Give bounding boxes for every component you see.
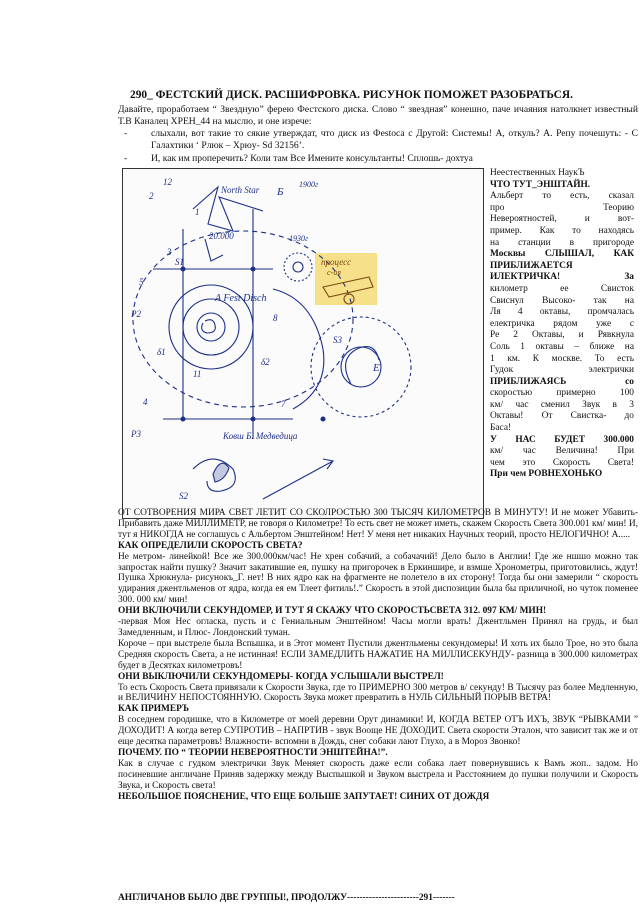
side-column xyxy=(490,168,634,481)
fig-label-north-star: North Star xyxy=(221,185,260,195)
page-title: 290_ ФЕСТСКИЙ ДИСК. РАСШИФРОВКА. РИСУНОК ПОМОЖЕТ РАЗОБРАТЬСЯ. xyxy=(130,89,573,101)
fig-num-8: 8 xyxy=(273,313,278,323)
fig-d1: δ1 xyxy=(157,347,166,357)
side-column-line: Москвы СЛЫШАЛ, КАК xyxy=(490,249,634,260)
fig-p2: P2 xyxy=(131,309,141,319)
fig-label-process2: с-ия xyxy=(327,268,341,277)
fig-num-1: 1 xyxy=(195,207,200,217)
side-column-line: пример. Как то находясь xyxy=(490,225,634,236)
page-footer: АНГЛИЧАНОВ БЫЛО ДВЕ ГРУППЫ!, ПРОДОЛЖУ-----------------------291------- xyxy=(118,893,455,903)
fig-p3: P3 xyxy=(131,429,141,439)
side-column-line: Баса! xyxy=(490,423,512,434)
body-paragraph: Как в случае с гудком электрички Звук Меняет скорость даже если собака лает повернувшись к Вамъ жоп.. задом. Но посиневшие англичане Приняв задержку между Выспышкой и Звуком выстрела и Расстоянием до пушки получили и Скорость Звука, и Скорость света! xyxy=(118,758,638,791)
side-column-line: Невероятностей, и вот- xyxy=(490,214,634,225)
fig-num-7: 7 xyxy=(281,399,286,409)
fig-num-12: 12 xyxy=(163,177,172,187)
bullet-item xyxy=(118,128,638,152)
side-column-line: Гудок электрички xyxy=(490,365,634,376)
fig-num-3: 3 xyxy=(167,247,172,257)
body-paragraph: То есть Скорость Света привязали к Скорости Звука, где то ПРИМЕРНО 300 метров в/ секунду! В Тысячу раз более Медленную, и ВЕЛИЧИНУ НЕПОСТОЯННУЮ. Скорость Звука может превратить в НУЛЬ СИЛЬНЫЙ ПОРЫВ ВЕТРА! xyxy=(118,682,638,704)
body-paragraph: Не метром- линейкой! Все же 300.000км/час! Не хрен собачий, а собачачий! Дело было в Англии! Где же ншшо можно так запростак найти пушку? Значит закатившие ея, пушку на пригорочек в Еркиншире, и взмше Хронометры, приготовились, ждут! Пушка Хрюкнула- рисунокъ_Г. нет! В них ядро как на фрагменте не полетело в их сторону! Тогда бы они замерили “ скорость удирания джентльменов от ядра, когда ея ем Тлеет фитиль!.” Скорость в этой диспозиции была бы приличной, но чуток поменее 300. 000 км/ мин! xyxy=(118,551,638,606)
fig-num-5: 5 xyxy=(139,277,144,287)
section-heading: КАК ПРИМЕРЪ xyxy=(118,704,190,715)
fig-label-b: Б xyxy=(277,186,284,198)
side-column-line: Ля 4 октавы, промчалась xyxy=(490,307,634,318)
body-paragraph: ОТ СОТВОРЕНИЯ МИРА СВЕТ ЛЕТИТ СО СКОЛРОСТЬЮ 300 ТЫСЯЧ КИЛОМЕТРОВ В МИНУТУ! И не может Убавить- Прибавить даже МИЛЛИМЕТР, не говоря о Километре! То есть свет не может иметь, скажем Скорость Света 300.001 км/ мин! И, тут я НИКОГДА не соглашусь с Альбертом Энштейном! Нет! У меня нет никаких Научных теорий, просто НЕЛОГИЧНО! А..... xyxy=(118,508,638,540)
fig-s1: S1 xyxy=(175,257,184,267)
intro-paragraph xyxy=(118,104,638,128)
side-column-line: Альберт то есть, сказал xyxy=(490,191,634,202)
side-column-line: електричка рядом уже с xyxy=(490,318,634,329)
side-column-line: чем это Скорость Света! xyxy=(490,457,634,468)
side-column-line: км/ час Величина! При xyxy=(490,446,634,457)
side-column-line: километр ее Свисток xyxy=(490,283,634,294)
section-heading: ОНИ ВКЛЮЧИЛИ СЕКУНДОМЕР, И ТУТ Я СКАЖУ ЧТО СКОРОСТЬСВЕТА 312. 097 КМ/ МИН! xyxy=(118,606,547,617)
fig-label-distance: 20.000 xyxy=(209,231,234,241)
side-column-line: При чем РОВНЕХОНЬКО xyxy=(490,469,603,480)
side-column-line: Соль 1 октавы – ближе на xyxy=(490,341,634,352)
cog-wheel xyxy=(311,317,411,417)
bullet-dash: - xyxy=(124,128,128,139)
side-column-line: км/ час сменил Звук в 3 xyxy=(490,399,634,410)
side-column-line: на станции в пригороде xyxy=(490,237,634,248)
side-column-line: ИЛЕКТРИЧКА! За xyxy=(490,272,634,283)
section-heading: ОНИ ВЫКЛЮЧИЛИ СЕКУНДОМЕРЫ- КОГДА УСЛЫШАЛИ ВЫСТРЕЛ! xyxy=(118,671,444,682)
side-column-line: ЧТО ТУТ_ЭНШТАЙН. xyxy=(490,179,591,190)
bullet-text: И, как им проперечить? Коли там Все Имените консультанты! Сплошь- дохтуа xyxy=(151,153,473,164)
body-paragraph: -первая Моя Нес огласка, пусть и с Гениальным Энштейном! Часы могли врать! Джентльмен Принял на грудь, и был Замедленным, и Плюс- Лондонский туман. xyxy=(118,617,638,638)
section-heading: ПОЧЕМУ. ПО “ ТЕОРИИ НЕВЕРОЯТНОСТИ ЭНШТЕЙНА!”. xyxy=(118,747,388,758)
fig-num-4: 4 xyxy=(143,397,148,407)
side-column-line: У НАС БУДЕТ 300.000 xyxy=(490,434,634,445)
fig-label-bear: Ковш Б. Медведица xyxy=(223,431,298,441)
fig-d2: δ2 xyxy=(261,357,270,367)
bullet-text: слыхали, вот такие то сякие утверждат, что диск из Феstoса с Другой: Системы! А, откуль? А. Репу почешуть: - С Галахтики ‘ Рлюк – Хрюу- Sd 32156’. xyxy=(151,128,638,151)
side-column-line: Октавы! От Свистка- до xyxy=(490,411,634,422)
bullet-item xyxy=(118,153,638,165)
arrow-line xyxy=(263,461,333,499)
section-heading: НЕБОЛЬШОЕ ПОЯСНЕНИЕ, ЧТО ЕЩЕ БОЛЬШЕ ЗАПУТАЕТ! СИНИХ ОТ ДОЖДЯ xyxy=(118,791,490,802)
side-column-line: ПРИБЛИЖАЕТСЯ xyxy=(490,260,573,271)
fig-label-year1: 1900г xyxy=(299,180,319,189)
fig-s3: S3 xyxy=(333,335,342,345)
bullet-dash: - xyxy=(124,153,128,164)
side-column-line: ПРИБЛИЖАЯСЬ со xyxy=(490,376,634,387)
main-text xyxy=(118,508,638,802)
intro-text: Давайте, проработаем “ Звездную” ферею Фестского диска. Слово “ звездная” конешно, паче ичаяния натолкнет известный Т.В Каналец ХРЕН_44 на мыслю, и оне изрече: xyxy=(118,104,638,127)
fig-label-year2: 1930г xyxy=(289,234,309,243)
side-column-line: Свиснул Высоко- так на xyxy=(490,295,634,306)
disk-figure xyxy=(122,168,484,519)
body-paragraph: В соседнем городишке, что в Километре от моей деревни Орут динамики! И, КОГДА ВЕТЕР ОТЪ ИХЪ, ЗВУК “РЫВКАМИ ” ДОХОДИТ! А когда ветер СУПРОТИВ – НАПРТИВ - звук Вооще НЕ ДОХОДИТ. Света скорости Эталон, что зависит так же и от еще десятка параметровъ! Влажности- вспомни в Дождь, снег собаки лают Глухо, а в Мороз Звонко! xyxy=(118,715,638,748)
side-column-line: скоростью примерно 100 xyxy=(490,388,634,399)
fig-num-11: 11 xyxy=(193,369,202,379)
disk-drawing xyxy=(123,169,483,518)
side-column-line: про Теорию xyxy=(490,202,634,213)
fig-s2: S2 xyxy=(179,491,188,501)
fig-num-2: 2 xyxy=(149,191,154,201)
side-column-line: Ре 2 Октавы, и Рявкнула xyxy=(490,330,634,341)
fig-label-e: E xyxy=(373,362,380,374)
fig-label-fest-disc: A Fest Disch xyxy=(215,293,267,304)
side-column-line: 1 км. К москве. То есть xyxy=(490,353,634,364)
side-column-line: Неестественных НаукЪ xyxy=(490,168,585,178)
fig-label-process: процесс xyxy=(321,257,352,267)
section-heading: КАК ОПРЕДЕЛИЛИ СКОРОСТЬ СВЕТА? xyxy=(118,540,303,551)
body-paragraph: Короче – при выстреле была Вспышка, и в Этот момент Пустили джентльмены секундомеры! И хоть их было Трое, но это была Средняя скорость Света, а не истинная! ЕСЛИ ЗАМЕДЛИТЬ НАЖАТИЕ НА МИЛЛИСЕКУНДУ- разница в 300.000 километрах будет в Десятках километровъ! xyxy=(118,638,638,671)
